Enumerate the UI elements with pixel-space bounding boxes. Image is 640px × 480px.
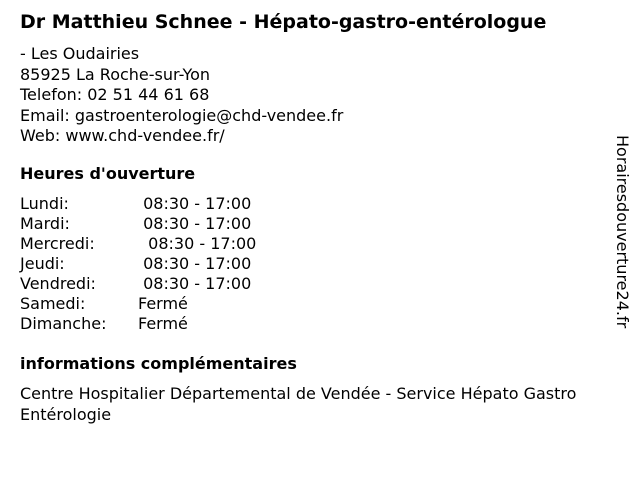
hours-time: Fermé [138,294,188,313]
web-label: Web: [20,126,61,145]
hours-row-tuesday [20,214,256,234]
hours-row-thursday [20,254,256,274]
hours-row-wednesday [20,234,256,254]
hours-row-saturday [20,294,256,314]
hours-time: 08:30 - 17:00 [138,234,257,253]
address-block [20,44,343,147]
hours-time: 08:30 - 17:00 [138,194,252,213]
email-line [20,106,343,127]
address-street: - Les Oudairies [20,44,140,63]
email-label: Email: [20,105,70,125]
hours-time: Fermé [138,314,188,333]
phone-number[interactable]: 02 51 44 61 68 [87,85,210,104]
phone-line [20,85,343,106]
hours-time: 08:30 - 17:00 [138,274,252,293]
page-title: Dr Matthieu Schnee - Hépato-gastro-entérologue [20,11,547,33]
hours-day: Mercredi: [20,234,95,253]
opening-hours-table [20,194,256,334]
brand-watermark: Horairesdouverture24.fr [613,135,632,329]
hours-day: Samedi: [20,294,86,313]
hours-day: Mardi: [20,214,70,233]
opening-hours-heading: Heures d'ouverture [20,164,196,183]
hours-row-monday [20,194,256,214]
hours-day: Lundi: [20,194,69,213]
hours-day: Jeudi: [20,254,65,273]
hours-day: Vendredi: [20,274,96,293]
hours-row-friday [20,274,256,294]
email-link[interactable]: gastroenterologie@chd-vendee.fr [74,105,344,125]
hours-time: 08:30 - 17:00 [138,214,252,233]
hours-row-sunday [20,314,256,334]
address-city: 85925 La Roche-sur-Yon [20,64,211,84]
web-line [20,126,343,147]
phone-label: Telefon: [20,85,83,104]
additional-info-heading: informations complémentaires [20,354,297,373]
hours-day: Dimanche: [20,314,107,333]
web-link[interactable]: www.chd-vendee.fr/ [65,126,225,145]
hours-time: 08:30 - 17:00 [138,254,252,273]
additional-info-text: Centre Hospitalier Départemental de Vendée - Service Hépato Gastro Entérologie [20,384,587,424]
